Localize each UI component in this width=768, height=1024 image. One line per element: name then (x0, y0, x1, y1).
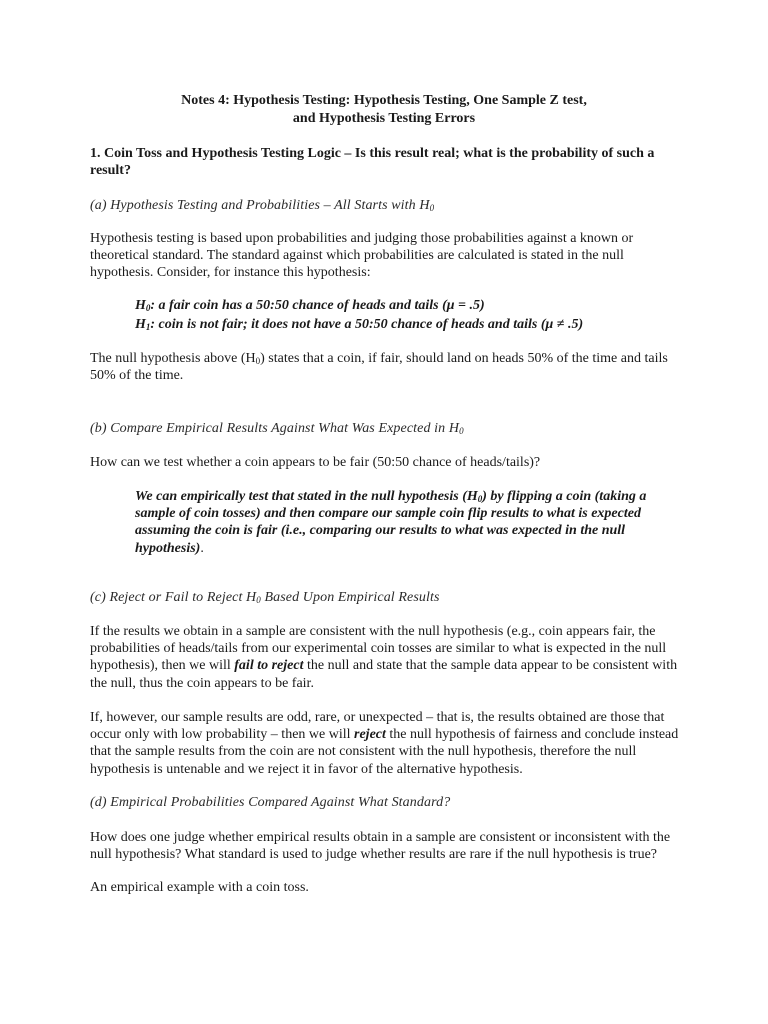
title-line-1: Notes 4: Hypothesis Testing: Hypothesis Testing, One Sample Z test, (181, 93, 587, 108)
subsection-d-closing: An empirical example with a coin toss. (90, 880, 309, 895)
null-hypothesis: $H_0$: a fair coin has a 50:50 chance of heads and tails (μ = .5) (135, 298, 485, 313)
subsection-d-paragraph: How does one judge whether empirical results obtain in a sample are consistent or inconsistent with the null hypothesis? What standard is used to judge whether results are rare if the null hypothesis is true? (90, 830, 671, 863)
section-1-heading: 1. Coin Toss and Hypothesis Testing Logic – Is this result real; what is the probability of such a result? (90, 146, 655, 179)
subsection-b-heading: (b) Compare Empirical Results Against What Was Expected in $H_0$ (90, 421, 464, 436)
fail-to-reject-emphasis: fail to reject (234, 658, 304, 674)
subsection-c-paragraph-1: If the results we obtain in a sample are consistent with the null hypothesis (e.g., coin appears fair, the probabilities of heads/tails from our experimental coin tosses are similar to what is expected in the null hypothesis), then we will fail to reject the null and state that the sample data appear to be consistent with the null, thus the coin appears to be fair. (90, 624, 678, 691)
null-hypothesis-explanation: The null hypothesis above $(H_0)$ states that a coin, if fair, should land on heads 50% of the time and tails 50% of the time. (90, 351, 668, 384)
alternative-hypothesis: $H_1$: coin is not fair; it does not have a 50:50 chance of heads and tails (μ ≠ .5) (135, 316, 584, 332)
subsection-b-answer: We can empirically test that stated in the null hypothesis $(H_0)$ by flipping a coin (taking a sample of coin tosses) and then compare our sample coin flip results to what is expected assuming the coin is fair (i.e., comparing our results to what was expected in the null hypothesis). (135, 489, 647, 556)
reject-emphasis: reject (354, 727, 386, 743)
title-line-2: and Hypothesis Testing Errors (292, 111, 476, 126)
document-title (90, 92, 678, 128)
subsection-a-paragraph: Hypothesis testing is based upon probabilities and judging those probabilities against a known or theoretical standard. The standard against which probabilities are calculated is stated in the null hypothesis. Consider, for instance this hypothesis: (90, 231, 634, 281)
subsection-c-heading: (c) Reject or Fail to Reject $H_0$ Based Upon Empirical Results (90, 590, 440, 605)
subsection-c-paragraph-2: If, however, our sample results are odd, rare, or unexpected – that is, the results obtained are those that occur only with low probability – then we will reject the null hypothesis of fairness and conclude instead that the sample results from the coin are not consistent with the null hypothesis, therefore the null hypothesis is untenable and we reject it in favor of the alternative hypothesis. (90, 710, 679, 777)
subsection-b-question: How can we test whether a coin appears to be fair (50:50 chance of heads/tails)? (90, 455, 541, 470)
subsection-a-heading: (a) Hypothesis Testing and Probabilities – All Starts with $H_0$ (90, 198, 435, 213)
hypotheses-block (135, 297, 655, 334)
subsection-d-heading: (d) Empirical Probabilities Compared Against What Standard? (90, 795, 451, 810)
